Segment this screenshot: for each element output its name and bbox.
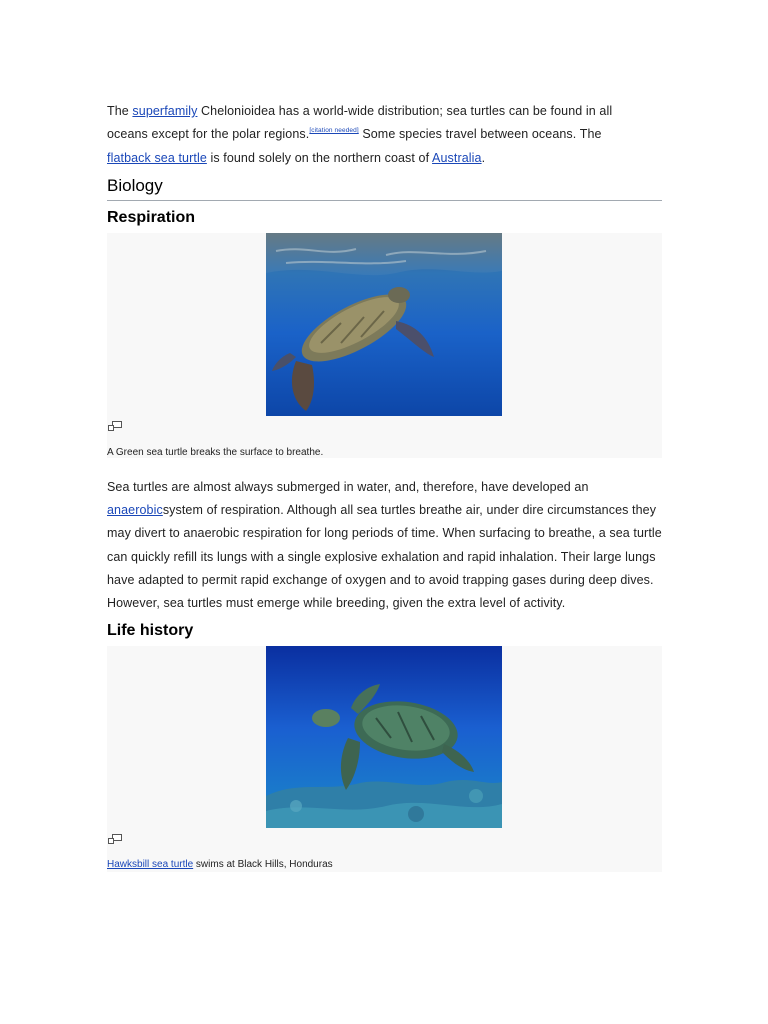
figure-caption xyxy=(107,859,333,871)
figure-green-sea-turtle xyxy=(107,233,662,458)
heading-life-history: Life history xyxy=(107,621,194,639)
heading-biology: Biology xyxy=(107,174,662,201)
heading-respiration: Respiration xyxy=(107,208,196,226)
green-sea-turtle-photo[interactable] xyxy=(266,233,502,416)
article-content xyxy=(107,100,662,872)
intro-text-5: . xyxy=(481,150,486,165)
caption-text: swims at Black Hills, Honduras xyxy=(193,858,333,870)
link-superfamily[interactable]: superfamily xyxy=(132,104,198,118)
respiration-paragraph xyxy=(107,476,662,616)
respiration-text-2: system of respiration. Although all sea turtles breathe air, under dire circumstances they may divert to anaerobic respiration for long periods of time. When surfacing to breathe, a sea turtle can quickly refill its lungs with a single explosive exhalation and rapid inhalation. Their large lungs have adapted to permit rapid exchange of oxygen and to avoid trapping gases during deep dives. However, sea turtles must emerge while breeding, given the extra level of activity. xyxy=(107,503,662,611)
link-anaerobic[interactable]: anaerobic xyxy=(107,503,163,518)
citation-needed xyxy=(309,127,358,134)
magnify-clip-icon[interactable] xyxy=(108,421,122,431)
hawksbill-sea-turtle-photo[interactable] xyxy=(266,646,502,828)
link-hawksbill-sea-turtle[interactable]: Hawksbill sea turtle xyxy=(107,858,194,870)
link-flatback-sea-turtle[interactable]: flatback sea turtle xyxy=(107,150,207,165)
intro-paragraph xyxy=(107,100,637,170)
citation-needed-link[interactable]: [citation needed] xyxy=(309,127,359,135)
intro-text-4: is found solely on the northern coast of xyxy=(206,150,433,165)
magnify-clip-icon[interactable] xyxy=(108,834,122,844)
figure-caption: A Green sea turtle breaks the surface to breathe. xyxy=(107,446,324,458)
figure-hawksbill-sea-turtle xyxy=(107,646,662,872)
intro-text-1: The xyxy=(107,104,133,118)
link-australia[interactable]: Australia xyxy=(432,150,482,165)
respiration-text-1: Sea turtles are almost always submerged in water, and, therefore, have developed an xyxy=(107,479,589,494)
intro-text-3: Some species travel between oceans. The xyxy=(358,127,602,142)
intro-text-2: Chelonioidea has a world-wide distribution; sea turtles can be found in all oceans except for the polar regions. xyxy=(107,104,613,142)
